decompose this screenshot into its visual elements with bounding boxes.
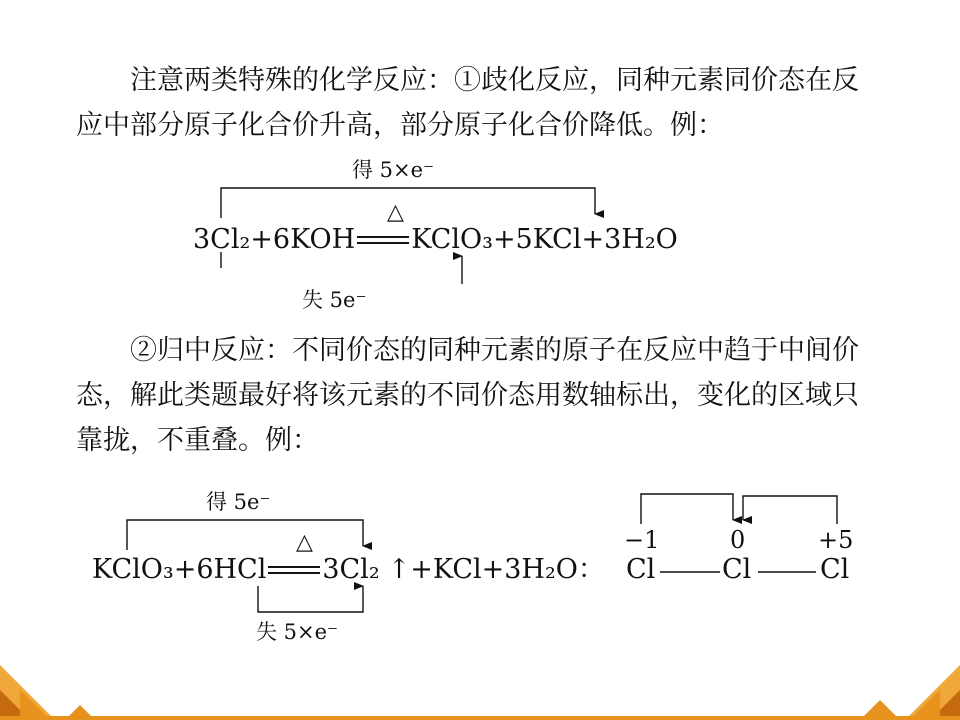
axis-species-cl-right: Cl xyxy=(820,554,850,585)
eq2-reactants: KClO₃+6HCl xyxy=(92,554,267,585)
eq1-product-kclo3: KClO₃ xyxy=(411,224,493,255)
paragraph-comproportionation: ②归中反应：不同价态的同种元素的原子在反应中趋于中间价态，解此类题最好将该元素的不同价态用数轴标出，变化的区域只靠拢，不重叠。例： xyxy=(76,335,859,456)
gas-arrow: ↑ xyxy=(387,554,411,585)
eq1-products-rest: +5KCl+3H₂O xyxy=(492,224,678,255)
axis-species-cl-mid: Cl xyxy=(722,554,752,585)
eq2-gain-label: 得 5e⁻ xyxy=(206,490,271,514)
eq2-products-rest: +KCl+3H₂O： xyxy=(410,554,605,585)
eq1-heat-symbol: △ xyxy=(387,200,404,225)
axis-species-cl-left: Cl xyxy=(626,554,656,585)
axis-value-minus1: −1 xyxy=(624,526,660,554)
eq2-loss-label: 失 5×e⁻ xyxy=(256,620,339,644)
eq2-heat-symbol: △ xyxy=(296,530,313,555)
eq1-gain-label: 得 5×e⁻ xyxy=(352,158,435,182)
eq1-loss-label: 失 5e⁻ xyxy=(302,288,367,312)
paragraph-disproportionation: 注意两类特殊的化学反应：①歧化反应，同种元素同价态在反应中部分原子化合价升高，部分原子化合价降低。例： xyxy=(76,65,859,141)
axis-value-plus5: +5 xyxy=(818,526,854,554)
axis-value-0: 0 xyxy=(730,526,746,554)
eq2-product-cl2: 3Cl₂ xyxy=(322,554,380,585)
eq1-reactants: 3Cl₂+6KOH xyxy=(193,224,356,255)
